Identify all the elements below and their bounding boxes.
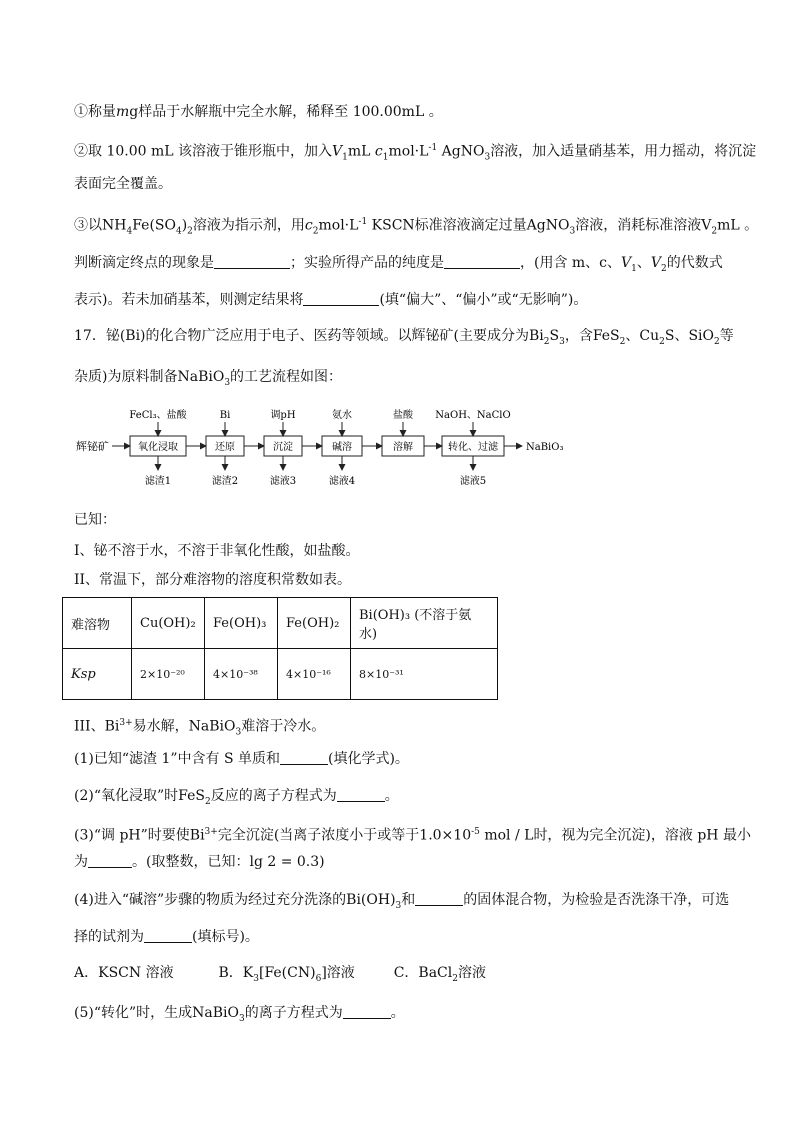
bi2s3: Bi bbox=[529, 328, 544, 344]
options-row bbox=[74, 963, 486, 989]
q16-judge bbox=[74, 253, 723, 279]
option-b[interactable] bbox=[218, 965, 355, 984]
table-header-cell: Cu(OH)₂ bbox=[132, 598, 205, 649]
nh4: NH bbox=[102, 217, 127, 234]
table-header-cell: Bi(OH)₃ (不溶于氨水) bbox=[351, 598, 498, 649]
v2-symbol-2: V bbox=[650, 255, 662, 271]
p5-a: (5)“转化”时，生成 bbox=[74, 1005, 193, 1021]
q17-intro bbox=[74, 326, 734, 352]
answer-blank-q4b[interactable] bbox=[144, 928, 192, 943]
s3-sub: 3 bbox=[559, 336, 565, 347]
table-header-cell: Fe(OH)₃ bbox=[205, 598, 278, 649]
fes2-2-sub: 2 bbox=[204, 796, 211, 807]
bi-ion: Bi bbox=[104, 718, 120, 735]
table-header-cell: Fe(OH)₂ bbox=[278, 598, 351, 649]
known-3 bbox=[74, 713, 325, 742]
p3b-a: 为 bbox=[74, 854, 88, 870]
nh4-sub: 4 bbox=[126, 226, 133, 237]
question-4b bbox=[74, 927, 259, 947]
step-3-b: 溶液为指示剂，用 bbox=[192, 217, 305, 234]
option-c-label: C． bbox=[393, 965, 419, 981]
k3: K bbox=[242, 965, 254, 981]
so4: (SO bbox=[149, 217, 176, 234]
step-3-a: ③以 bbox=[74, 217, 102, 234]
step-3 bbox=[74, 212, 758, 241]
v1-sub: 1 bbox=[342, 152, 348, 163]
k3-b: 易水解， bbox=[132, 718, 189, 735]
p5-b: 的离子方程式为 bbox=[244, 1005, 343, 1021]
lg-value: lg 2 = 0.3 bbox=[249, 854, 320, 870]
flow-input-6: NaOH、NaClO bbox=[435, 410, 511, 421]
ml-unit: mL bbox=[347, 143, 371, 160]
p1-b: (填化学式)。 bbox=[328, 751, 409, 767]
c1-sub: 1 bbox=[382, 152, 389, 163]
so4-count: 2 bbox=[187, 226, 193, 237]
q17-f: 等 bbox=[719, 328, 734, 344]
step-2-a: ②取 10.00 mL 该溶液于锥形瓶中，加入 bbox=[74, 143, 333, 160]
conc-unit-2: mol·L bbox=[318, 217, 359, 234]
question-2 bbox=[74, 786, 399, 812]
table-cell: 8×10⁻³¹ bbox=[351, 649, 498, 700]
answer-blank-endpoint[interactable] bbox=[214, 254, 290, 269]
limit-exp: -5 bbox=[471, 827, 480, 837]
v2-sub-2: 2 bbox=[661, 263, 667, 274]
bi2-sub: 2 bbox=[543, 336, 550, 347]
nabio3: NaBiO bbox=[177, 369, 225, 385]
flow-box-label-5: 溶解 bbox=[393, 442, 413, 453]
flow-output-2: 滤渣2 bbox=[211, 476, 239, 487]
so4-sub: 4 bbox=[175, 226, 182, 237]
v2-symbol: V bbox=[701, 217, 712, 234]
fecn: [Fe(CN) bbox=[258, 965, 316, 981]
p3-b: 完全沉淀(当离子浓度小于或等于 bbox=[217, 827, 420, 844]
flow-output-6: 滤液5 bbox=[459, 476, 487, 487]
nabio3-3: NaBiO bbox=[192, 1005, 239, 1021]
answer-blank-q5[interactable] bbox=[343, 1004, 391, 1019]
step-2-post: 溶液，加入适量硝基苯，用力摇动，将沉淀 bbox=[490, 143, 757, 160]
bi-symbol: (Bi) bbox=[119, 328, 146, 344]
bioh3-sub: 3 bbox=[395, 900, 402, 911]
q16-effect bbox=[74, 290, 587, 310]
q17-d: 、 bbox=[625, 328, 640, 344]
fecn-sub: 6 bbox=[315, 973, 322, 984]
p5-c: 。 bbox=[390, 1005, 405, 1021]
flow-output-3: 滤液3 bbox=[269, 476, 297, 487]
flow-start: 辉铋矿 bbox=[76, 440, 109, 453]
fes2-sub: 2 bbox=[619, 336, 626, 347]
c2-sub: 2 bbox=[312, 226, 319, 237]
answer-blank-q2[interactable] bbox=[337, 787, 385, 802]
p4b-b: (填标号)。 bbox=[192, 929, 259, 945]
q17-a: 17．铋 bbox=[74, 328, 120, 344]
question-5 bbox=[74, 1003, 405, 1029]
k3-a: III、 bbox=[74, 718, 105, 735]
agno3-2: AgNO bbox=[526, 217, 570, 234]
p3-c: 时，视为完全沉淀)，溶液 pH 最小 bbox=[533, 827, 751, 844]
question-4 bbox=[74, 890, 729, 916]
agno3: AgNO bbox=[437, 143, 485, 160]
p2-b: 反应的离子方程式为 bbox=[210, 788, 337, 804]
ksp-label: Ksp bbox=[63, 649, 132, 700]
q17b-b: 的工艺流程如图： bbox=[230, 369, 343, 385]
q17b-a: 杂质)为原料制备 bbox=[74, 369, 178, 385]
ksp-table bbox=[62, 597, 498, 700]
k3-c: 难溶于冷水。 bbox=[241, 718, 326, 735]
table-header-row bbox=[63, 598, 498, 649]
mass-symbol: m bbox=[116, 104, 130, 120]
q16a-a: 判断滴定终点的现象是 bbox=[74, 255, 214, 271]
flow-box-label-6: 转化、过滤 bbox=[448, 442, 498, 453]
nabio3-2: NaBiO bbox=[188, 718, 236, 735]
option-a[interactable]: A．KSCN 溶液 bbox=[74, 965, 174, 981]
c1-symbol: c bbox=[374, 143, 383, 160]
step-3-d: 溶液，消耗标准溶液 bbox=[575, 217, 702, 234]
p4-b: 和 bbox=[401, 892, 416, 908]
agno3-2-sub: 3 bbox=[569, 226, 576, 237]
known-heading: 已知： bbox=[74, 512, 116, 528]
p1-a: (1)已知“滤渣 1”中含有 S 单质和 bbox=[74, 751, 280, 767]
nabio3-2-sub: 3 bbox=[235, 727, 242, 738]
table-header-cell: 难溶物 bbox=[63, 598, 132, 649]
p3-a: (3)“调 pH”时要使 bbox=[74, 827, 190, 844]
flow-box-label-3: 沉淀 bbox=[273, 442, 293, 453]
process-flow-diagram bbox=[70, 404, 590, 494]
flow-box-label-2: 还原 bbox=[215, 442, 235, 453]
q16a-c: ，(用含 m、c、 bbox=[520, 255, 622, 271]
step-1 bbox=[74, 102, 443, 122]
option-c-tail: 溶液 bbox=[457, 965, 486, 981]
q16b-a: 表示)。若未加硝基苯，则测定结果将 bbox=[74, 292, 304, 308]
q17-b: 的化合物广泛应用于电子、医药等领域。以辉铋矿(主要成分为 bbox=[145, 328, 529, 344]
bioh3: Bi(OH) bbox=[346, 892, 396, 908]
nabio3-sub: 3 bbox=[224, 377, 231, 388]
option-b-tail: 溶液 bbox=[326, 965, 355, 981]
s3: S bbox=[549, 328, 560, 344]
kscn: KSCN bbox=[367, 217, 415, 234]
sio2: SiO bbox=[688, 328, 714, 344]
flow-box-label-4: 碱溶 bbox=[332, 442, 352, 453]
flow-product: NaBiO₃ bbox=[526, 442, 564, 453]
q16b-b: (填“偏大”、“偏小”或“无影响”)。 bbox=[379, 292, 588, 308]
answer-blank-q1[interactable] bbox=[280, 750, 328, 765]
known-1: I、铋不溶于水，不溶于非氧化性酸，如盐酸。 bbox=[74, 543, 360, 559]
limit-unit: mol / L bbox=[479, 827, 534, 844]
flow-output-4: 滤液4 bbox=[328, 476, 356, 487]
c2-symbol: c bbox=[304, 217, 313, 234]
flow-input-4: 氨水 bbox=[332, 410, 352, 421]
conc-sup-2: -1 bbox=[358, 217, 368, 227]
fe: Fe bbox=[132, 217, 150, 234]
p3b-c: ) bbox=[319, 854, 325, 870]
step-1-post: 样品于水解瓶中完全水解，稀释至 100.00mL 。 bbox=[138, 104, 443, 120]
step-1-pre: ①称量 bbox=[74, 104, 116, 120]
flow-input-1: FeCl₃、盐酸 bbox=[129, 410, 187, 421]
gram-unit: g bbox=[129, 104, 139, 120]
fes2: FeS bbox=[592, 328, 620, 344]
flow-box-label-1: 氧化浸取 bbox=[138, 442, 178, 453]
cu2-sub: 2 bbox=[659, 336, 665, 347]
nabio3-3-sub: 3 bbox=[239, 1013, 245, 1024]
v1-sub-2: 1 bbox=[631, 263, 637, 274]
question-1 bbox=[74, 749, 409, 769]
p2-a: (2)“氧化浸取”时 bbox=[74, 788, 179, 804]
flow-input-2: Bi bbox=[219, 410, 231, 421]
bi-ion-2-charge: 3+ bbox=[204, 827, 218, 837]
answer-blank-q3[interactable] bbox=[88, 853, 132, 868]
cu2s: Cu bbox=[639, 328, 660, 344]
step-2 bbox=[74, 138, 756, 167]
bi-ion-2: Bi bbox=[189, 827, 205, 844]
k3-sub: 3 bbox=[253, 973, 259, 984]
table-cell: 4×10⁻³⁸ bbox=[205, 649, 278, 700]
so4-close: ) bbox=[181, 217, 188, 234]
q17-intro-2 bbox=[74, 367, 342, 393]
conc-sup: -1 bbox=[428, 143, 438, 153]
p4b-a: 择的试剂为 bbox=[74, 929, 144, 945]
flow-output-1: 滤渣1 bbox=[144, 476, 172, 487]
q17-e: S、 bbox=[664, 328, 689, 344]
q17-c: ，含 bbox=[564, 328, 593, 344]
answer-blank-effect[interactable] bbox=[303, 291, 379, 306]
bacl2-sub: 2 bbox=[452, 973, 458, 984]
flow-input-3: 调pH bbox=[270, 410, 296, 421]
option-c[interactable] bbox=[393, 965, 486, 984]
fecn-close: ] bbox=[321, 965, 327, 981]
q16a-b: ；实验所得产品的纯度是 bbox=[290, 255, 444, 271]
fes2-2: FeS bbox=[178, 788, 205, 804]
limit-value: 1.0×10 bbox=[419, 827, 472, 844]
answer-blank-purity[interactable] bbox=[444, 254, 520, 269]
known-2: II、常温下，部分难溶物的溶度积常数如表。 bbox=[74, 572, 352, 588]
step-2b: 表面完全覆盖。 bbox=[74, 176, 172, 192]
table-cell: 2×10⁻²⁰ bbox=[132, 649, 205, 700]
question-3b bbox=[74, 852, 325, 872]
p2-c: 。 bbox=[384, 788, 399, 804]
bi-ion-charge: 3+ bbox=[119, 718, 133, 728]
conc-unit: mol·L bbox=[388, 143, 429, 160]
q16a-d: 的代数式 bbox=[666, 255, 723, 271]
question-3 bbox=[74, 822, 751, 846]
q16a-sep: 、 bbox=[636, 255, 651, 271]
table-cell: 4×10⁻¹⁶ bbox=[278, 649, 351, 700]
p3b-b: 。(取整数，已知： bbox=[132, 854, 250, 870]
agno3-sub: 3 bbox=[484, 152, 491, 163]
step-3-c: 标准溶液滴定过量 bbox=[414, 217, 527, 234]
v1-symbol: V bbox=[332, 143, 343, 160]
p4-c: 的固体混合物，为检验是否洗涤干净，可选 bbox=[463, 892, 730, 908]
table-row bbox=[63, 649, 498, 700]
step-3-e: mL 。 bbox=[717, 217, 759, 234]
sio2-sub: 2 bbox=[714, 336, 720, 347]
bacl2: BaCl bbox=[418, 965, 453, 981]
option-b-label: B． bbox=[218, 965, 243, 981]
answer-blank-q4a[interactable] bbox=[415, 891, 463, 906]
p4-a: (4)进入“碱溶”步骤的物质为经过充分洗涤的 bbox=[74, 892, 347, 908]
v2-sub: 2 bbox=[711, 226, 718, 237]
flow-input-5: 盐酸 bbox=[393, 410, 413, 421]
v1-symbol-2: V bbox=[621, 255, 632, 271]
